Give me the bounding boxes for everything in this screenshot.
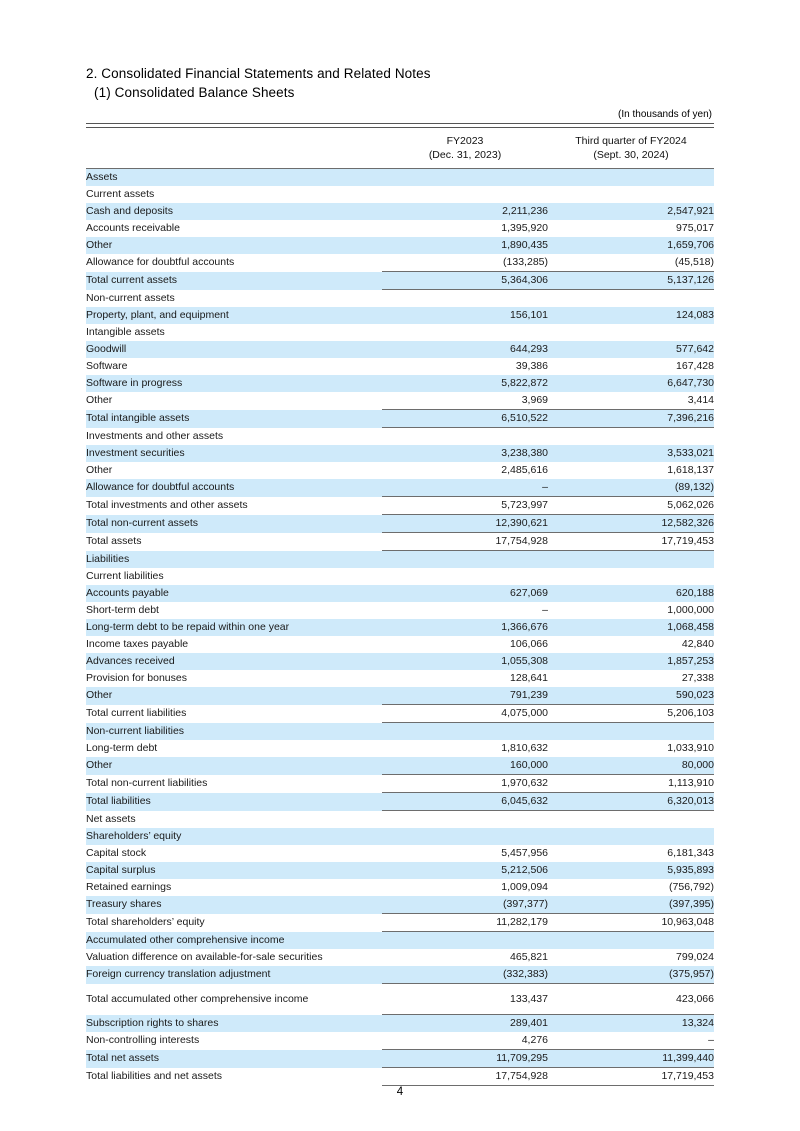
- row-label: Assets: [86, 169, 382, 187]
- row-value-fy2024: 7,396,216: [548, 410, 714, 428]
- row-value-fy2023: [382, 324, 548, 341]
- page-title: 2. Consolidated Financial Statements and Related Notes: [86, 66, 431, 81]
- row-value-fy2023: 2,211,236: [382, 203, 548, 220]
- table-row: [86, 341, 714, 358]
- column-header-fy2023-date: (Dec. 31, 2023): [428, 149, 502, 161]
- row-value-fy2024: 5,137,126: [548, 272, 714, 290]
- row-label: Liabilities: [86, 551, 382, 569]
- row-label: Software: [86, 360, 128, 372]
- table-row: [86, 568, 714, 585]
- row-value-fy2023: [382, 428, 548, 446]
- table-row: [86, 358, 714, 375]
- row-label: Net assets: [86, 812, 136, 825]
- row-value-fy2024: 17,719,453: [548, 533, 714, 551]
- row-label: Intangible assets: [86, 326, 165, 338]
- row-value-fy2024: 577,642: [548, 341, 714, 358]
- row-value-fy2023: [382, 932, 548, 950]
- row-value-fy2023: 12,390,621: [382, 515, 548, 533]
- row-label: Current liabilities: [86, 570, 164, 582]
- row-value-fy2024: 27,338: [681, 672, 714, 684]
- row-label: Total current liabilities: [86, 707, 187, 719]
- column-header-fy2024: [548, 128, 714, 169]
- row-value-fy2023: 3,969: [521, 394, 548, 406]
- row-value-fy2024: (397,395): [548, 896, 714, 914]
- row-label: Total current assets: [86, 272, 382, 290]
- table-row: [86, 515, 714, 533]
- table-row: [86, 914, 714, 932]
- row-value-fy2023: 17,754,928: [382, 1068, 548, 1086]
- table-row: [86, 203, 714, 220]
- row-value-fy2023: (332,383): [382, 966, 548, 984]
- row-value-fy2023: 1,009,094: [501, 881, 548, 893]
- row-value-fy2023: 465,821: [510, 951, 548, 963]
- row-label: Allowance for doubtful accounts: [86, 256, 235, 269]
- table-row: [86, 410, 714, 428]
- row-label: Foreign currency translation adjustment: [86, 966, 382, 984]
- row-value-fy2024: (375,957): [548, 966, 714, 984]
- row-value-fy2024: [548, 932, 714, 950]
- table-row: [86, 585, 714, 602]
- column-header-label: [86, 128, 382, 169]
- table-row: [86, 670, 714, 687]
- row-value-fy2023: 5,212,506: [382, 862, 548, 879]
- table-row: [86, 879, 714, 896]
- row-value-fy2024: 975,017: [676, 222, 714, 234]
- row-value-fy2024: 10,963,048: [548, 914, 714, 932]
- row-value-fy2024: 799,024: [676, 951, 714, 963]
- table-row: [86, 984, 714, 1015]
- table-row: [86, 186, 714, 203]
- table-row: [86, 1068, 714, 1086]
- table-row: [86, 1050, 714, 1068]
- row-label: Provision for bonuses: [86, 672, 187, 684]
- row-label: Goodwill: [86, 341, 382, 358]
- row-value-fy2024: (756,792): [669, 881, 714, 893]
- row-label: Non-current assets: [86, 291, 175, 304]
- row-value-fy2024: [548, 428, 714, 446]
- table-body: [86, 169, 714, 1086]
- row-value-fy2024: 1,068,458: [548, 619, 714, 636]
- row-value-fy2024: 42,840: [681, 638, 714, 650]
- row-value-fy2023: [382, 828, 548, 845]
- table-row: [86, 392, 714, 410]
- row-value-fy2024: 5,935,893: [548, 862, 714, 879]
- row-value-fy2024: [548, 169, 714, 187]
- row-label: Other: [86, 757, 382, 775]
- row-value-fy2024: 1,857,253: [548, 653, 714, 670]
- row-value-fy2023: 39,386: [515, 360, 548, 372]
- row-value-fy2024: 1,113,910: [548, 775, 714, 793]
- table-row: [86, 254, 714, 272]
- row-label: Non-current liabilities: [86, 723, 382, 741]
- row-value-fy2024: 80,000: [548, 757, 714, 775]
- row-value-fy2024: [548, 324, 714, 341]
- table-head-group: [86, 124, 714, 169]
- row-value-fy2024: 6,320,013: [548, 793, 714, 811]
- row-value-fy2023: [382, 290, 548, 308]
- section-subtitle: (1) Consolidated Balance Sheets: [94, 85, 295, 100]
- table-row: [86, 862, 714, 879]
- row-label: Income taxes payable: [86, 638, 189, 650]
- row-value-fy2024: 5,206,103: [548, 705, 714, 723]
- table-row: [86, 653, 714, 670]
- row-value-fy2023: 11,282,179: [382, 914, 548, 932]
- row-value-fy2024: –: [708, 1034, 714, 1046]
- table-row: [86, 828, 714, 845]
- row-value-fy2024: 620,188: [548, 585, 714, 602]
- row-value-fy2023: 791,239: [382, 687, 548, 705]
- row-label: Software in progress: [86, 375, 382, 392]
- row-label: Accounts receivable: [86, 222, 180, 234]
- unit-note: (In thousands of yen): [618, 109, 712, 120]
- row-label: Total net assets: [86, 1050, 382, 1068]
- row-value-fy2024: (89,132): [548, 479, 714, 497]
- row-value-fy2024: 3,533,021: [548, 445, 714, 462]
- row-value-fy2023: 133,437: [382, 984, 548, 1015]
- table-row: [86, 793, 714, 811]
- row-value-fy2024: 2,547,921: [548, 203, 714, 220]
- row-value-fy2023: 4,075,000: [382, 705, 548, 723]
- row-value-fy2024: 423,066: [548, 984, 714, 1015]
- row-value-fy2023: 160,000: [382, 757, 548, 775]
- column-header-fy2024-period: Third quarter of FY2024: [575, 135, 687, 147]
- row-label: Non-controlling interests: [86, 1034, 200, 1047]
- row-value-fy2024: [548, 186, 714, 203]
- table-row: [86, 1015, 714, 1033]
- row-value-fy2024: [548, 568, 714, 585]
- row-value-fy2024: 1,033,910: [667, 742, 714, 754]
- row-value-fy2023: [382, 568, 548, 585]
- row-value-fy2023: –: [382, 479, 548, 497]
- row-value-fy2023: 5,457,956: [501, 847, 548, 859]
- table-row: [86, 445, 714, 462]
- row-value-fy2023: 2,485,616: [501, 464, 548, 476]
- row-value-fy2024: 6,181,343: [667, 847, 714, 859]
- table-row: [86, 375, 714, 392]
- row-value-fy2024: 124,083: [548, 307, 714, 324]
- row-label: Capital surplus: [86, 862, 382, 879]
- row-value-fy2023: 6,510,522: [382, 410, 548, 428]
- row-label: Shareholders’ equity: [86, 828, 382, 845]
- table-row: [86, 757, 714, 775]
- row-label: Accounts payable: [86, 585, 382, 602]
- column-header-fy2023: [382, 128, 548, 169]
- table-row: [86, 636, 714, 653]
- row-value-fy2024: [548, 290, 714, 308]
- row-value-fy2024: 17,719,453: [548, 1068, 714, 1086]
- document-content: [86, 64, 714, 1086]
- row-value-fy2024: 3,414: [687, 394, 714, 406]
- table-row: [86, 237, 714, 254]
- row-value-fy2023: 6,045,632: [382, 793, 548, 811]
- row-value-fy2023: [382, 551, 548, 569]
- row-label: Treasury shares: [86, 896, 382, 914]
- table-row: [86, 479, 714, 497]
- table-row: [86, 932, 714, 950]
- row-label: Property, plant, and equipment: [86, 307, 382, 324]
- row-value-fy2024: 590,023: [548, 687, 714, 705]
- column-header-fy2024-date: (Sept. 30, 2024): [593, 149, 669, 161]
- row-label: Accumulated other comprehensive income: [86, 932, 382, 950]
- row-value-fy2023: 156,101: [382, 307, 548, 324]
- row-value-fy2024: 5,062,026: [548, 497, 714, 515]
- table-row: [86, 949, 714, 966]
- row-label: Valuation difference on available-for-sale securities: [86, 951, 323, 963]
- row-value-fy2023: 5,364,306: [382, 272, 548, 290]
- row-label: Total shareholders’ equity: [86, 916, 205, 928]
- table-row: [86, 619, 714, 636]
- table-row: [86, 1032, 714, 1050]
- row-value-fy2023: [382, 723, 548, 741]
- table-row: [86, 811, 714, 829]
- row-value-fy2023: 4,276: [521, 1034, 548, 1046]
- row-label: Advances received: [86, 653, 382, 670]
- row-value-fy2024: 13,324: [548, 1015, 714, 1033]
- row-value-fy2023: 5,822,872: [382, 375, 548, 392]
- row-label: Short-term debt: [86, 604, 159, 616]
- row-label: Investment securities: [86, 445, 382, 462]
- row-label: Allowance for doubtful accounts: [86, 479, 382, 497]
- table-row: [86, 497, 714, 515]
- row-value-fy2023: 644,293: [382, 341, 548, 358]
- row-value-fy2023: 106,066: [510, 638, 548, 650]
- row-value-fy2023: [382, 186, 548, 203]
- row-label: Total assets: [86, 535, 142, 547]
- row-value-fy2024: [548, 723, 714, 741]
- row-label: Total liabilities: [86, 793, 382, 811]
- row-value-fy2023: 1,970,632: [382, 775, 548, 793]
- table-row: [86, 966, 714, 984]
- table-row: [86, 324, 714, 341]
- row-value-fy2023: 289,401: [382, 1015, 548, 1033]
- table-row: [86, 896, 714, 914]
- row-label: Investments and other assets: [86, 429, 224, 442]
- table-row: [86, 428, 714, 446]
- row-label: Capital stock: [86, 847, 147, 859]
- row-value-fy2024: 1,000,000: [667, 604, 714, 616]
- row-value-fy2023: 627,069: [382, 585, 548, 602]
- row-value-fy2024: [548, 811, 714, 829]
- page-number: 4: [396, 1086, 404, 1098]
- table-row: [86, 533, 714, 551]
- row-label: Long-term debt: [86, 742, 158, 754]
- row-value-fy2024: (45,518): [674, 256, 714, 268]
- row-label: Subscription rights to shares: [86, 1015, 382, 1033]
- table-row: [86, 220, 714, 237]
- row-label: Total investments and other assets: [86, 499, 248, 511]
- table-header-row: [86, 128, 714, 169]
- row-value-fy2023: 1,395,920: [501, 222, 548, 234]
- row-value-fy2023: [382, 169, 548, 187]
- row-label: Retained earnings: [86, 881, 172, 893]
- row-value-fy2023: (397,377): [382, 896, 548, 914]
- row-label: Total non-current assets: [86, 515, 382, 533]
- row-value-fy2024: 6,647,730: [548, 375, 714, 392]
- table-row: [86, 290, 714, 308]
- row-label: [86, 984, 382, 1015]
- row-value-fy2024: 167,428: [676, 360, 714, 372]
- row-value-fy2023: 11,709,295: [382, 1050, 548, 1068]
- table-row: [86, 462, 714, 479]
- row-value-fy2023: 1,810,632: [501, 742, 548, 754]
- row-value-fy2023: 17,754,928: [382, 533, 548, 551]
- row-value-fy2023: 3,238,380: [382, 445, 548, 462]
- row-value-fy2023: 5,723,997: [382, 497, 548, 515]
- table-row: [86, 307, 714, 324]
- row-value-fy2024: 1,659,706: [548, 237, 714, 254]
- row-label: Long-term debt to be repaid within one year: [86, 619, 382, 636]
- row-value-fy2024: [548, 828, 714, 845]
- table-row: [86, 602, 714, 619]
- row-value-fy2023: 1,366,676: [382, 619, 548, 636]
- table-row: [86, 169, 714, 187]
- row-value-fy2024: 1,618,137: [667, 464, 714, 476]
- row-value-fy2023: 1,890,435: [382, 237, 548, 254]
- row-value-fy2024: 11,399,440: [548, 1050, 714, 1068]
- row-label-text: Total accumulated other comprehensive income: [86, 993, 309, 1005]
- row-label: Other: [86, 687, 382, 705]
- row-label: Other: [86, 237, 382, 254]
- table-row: [86, 687, 714, 705]
- row-label: Total intangible assets: [86, 410, 382, 428]
- table-row: [86, 740, 714, 757]
- table-row: [86, 845, 714, 862]
- row-label: Total liabilities and net assets: [86, 1070, 222, 1082]
- table-row: [86, 775, 714, 793]
- row-value-fy2023: (133,285): [503, 256, 548, 268]
- row-label: Cash and deposits: [86, 203, 382, 220]
- row-value-fy2023: –: [542, 604, 548, 616]
- table-row: [86, 272, 714, 290]
- row-label: Current assets: [86, 188, 155, 200]
- balance-sheet-table: [86, 123, 714, 1086]
- column-header-fy2023-period: FY2023: [446, 135, 484, 147]
- row-label: Other: [86, 464, 113, 476]
- row-label: Total non-current liabilities: [86, 777, 208, 789]
- row-value-fy2023: [382, 811, 548, 829]
- row-value-fy2023: 128,641: [510, 672, 548, 684]
- table-row: [86, 705, 714, 723]
- row-value-fy2023: 1,055,308: [382, 653, 548, 670]
- row-value-fy2024: 12,582,326: [548, 515, 714, 533]
- row-label: Other: [86, 394, 113, 407]
- table-row: [86, 723, 714, 741]
- row-value-fy2024: [548, 551, 714, 569]
- table-row: [86, 551, 714, 569]
